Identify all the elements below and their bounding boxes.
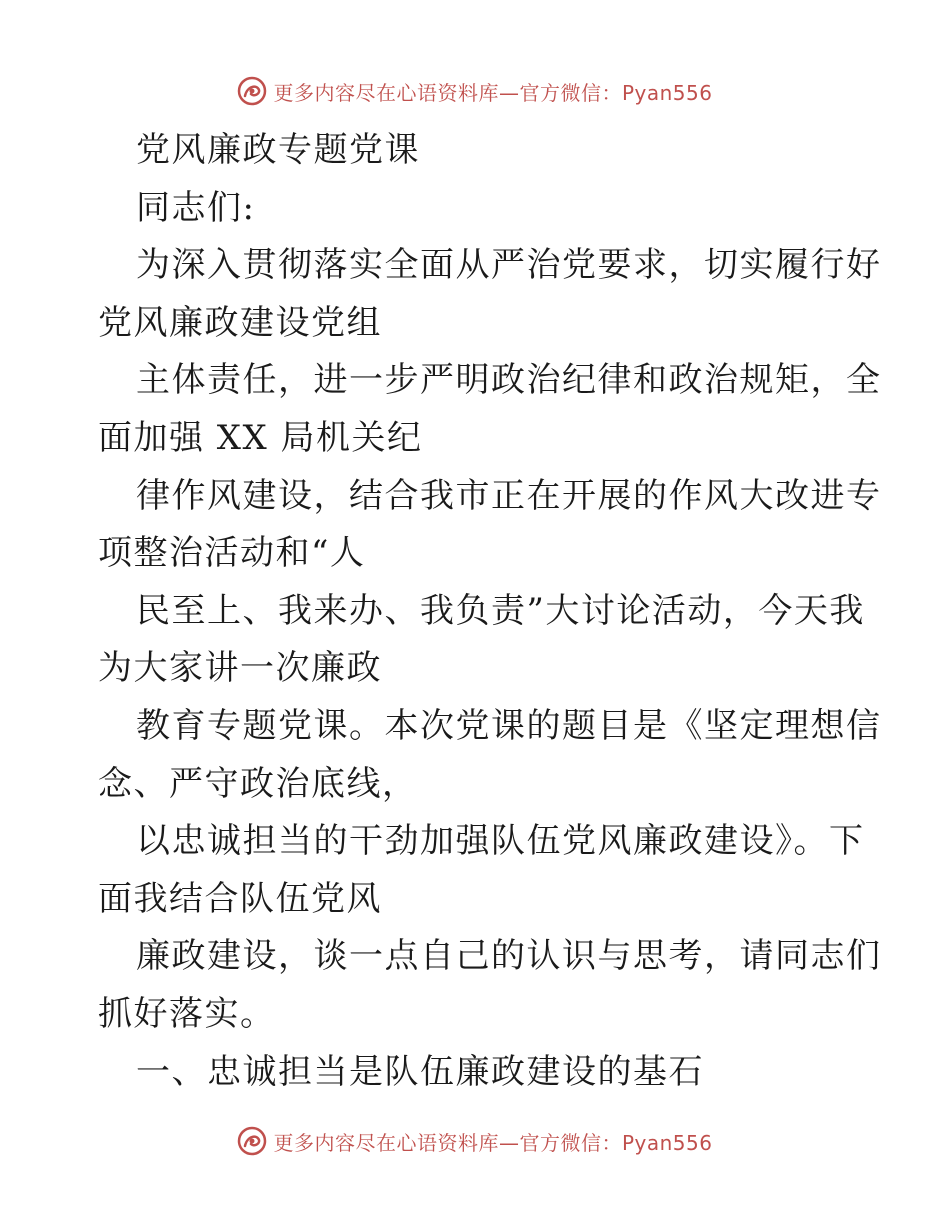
greeting: 同志们:: [136, 187, 256, 228]
red-swirl-logo-icon: [237, 76, 267, 106]
watermark-text: 更多内容尽在心语资料库—官方微信：Pyan556: [273, 1130, 713, 1155]
document-title: 党风廉政专题党课: [136, 130, 420, 170]
red-swirl-logo-icon: [237, 1126, 267, 1156]
watermark-banner-bottom: [0, 1121, 950, 1161]
paragraph-line: 抓好落实。: [98, 993, 276, 1034]
watermark-banner-top: [0, 71, 950, 111]
paragraph-line: 以忠诚担当的干劲加强队伍党风廉政建设》。下: [136, 821, 865, 862]
paragraph-line: 民至上、我来办、我负责”大讨论活动，今天我: [136, 590, 865, 631]
paragraph-line: 念、严守政治底线，: [98, 763, 418, 804]
paragraph-line: 面加强 XX 局机关纪: [98, 417, 423, 458]
paragraph-line: 面我结合队伍党风: [98, 878, 382, 919]
watermark-text: 更多内容尽在心语资料库—官方微信：Pyan556: [273, 80, 713, 105]
paragraph-line: 为深入贯彻落实全面从严治党要求，切实履行好: [136, 245, 882, 286]
paragraph-line: 律作风建设，结合我市正在开展的作风大改进专: [136, 475, 882, 516]
section-heading: 一、忠诚担当是队伍廉政建设的基石: [136, 1051, 704, 1092]
paragraph-line: 党风廉政建设党组: [98, 302, 382, 343]
paragraph-line: 教育专题党课。本次党课的题目是《坚定理想信: [136, 705, 882, 746]
paragraph-line: 廉政建设，谈一点自己的认识与思考，请同志们: [136, 936, 882, 977]
paragraph-line: 为大家讲一次廉政: [98, 648, 382, 689]
document-body: [98, 122, 882, 1101]
paragraph-line: 主体责任，进一步严明政治纪律和政治规矩，全: [136, 360, 882, 401]
paragraph-line: 项整治活动和“人: [98, 533, 366, 574]
